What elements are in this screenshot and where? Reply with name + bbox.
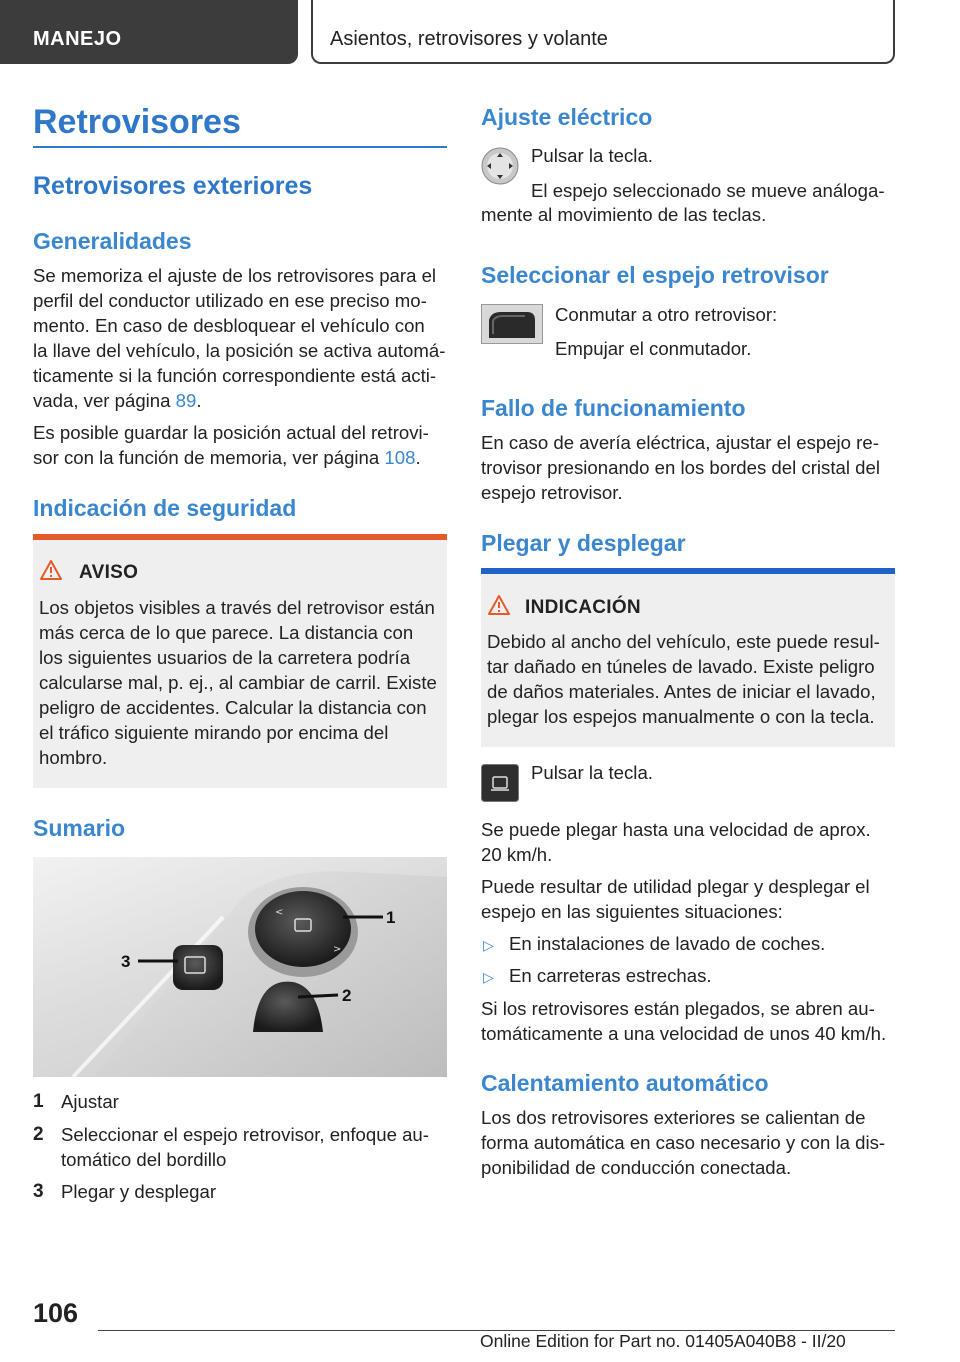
text-line: En caso de avería eléctrica, ajustar el espejo re- — [481, 432, 879, 453]
fold-mirror-button-icon — [481, 764, 519, 802]
heading-calentamiento: Calentamiento automático — [481, 1070, 769, 1096]
text-line: más cerca de lo que parece. La distancia con — [39, 622, 414, 643]
mirror-switch-icon — [481, 304, 543, 344]
text-line: Los dos retrovisores exteriores se calientan de — [481, 1107, 866, 1128]
page-title: Retrovisores — [33, 103, 241, 141]
text-pulsar-tecla: Pulsar la tecla. — [531, 145, 653, 166]
text-line: ponibilidad de conducción conectada. — [481, 1157, 792, 1178]
text-line: plegar los espejos manualmente o con la tecla. — [487, 706, 875, 727]
text-span: sor con la función de memoria, ver página — [33, 447, 385, 468]
header-chapter-label: Asientos, retrovisores y volante — [330, 28, 608, 50]
text-conmutar: Conmutar a otro retrovisor: — [555, 304, 778, 325]
text-line: hombro. — [39, 747, 108, 768]
heading-generalidades: Generalidades — [33, 228, 192, 254]
text-line: de daños materiales. Antes de iniciar el lavado, — [487, 681, 876, 702]
legend-text — [61, 1089, 119, 1114]
bullet-item: En instalaciones de lavado de coches. — [509, 933, 826, 954]
title-divider — [33, 146, 447, 148]
warning-text — [39, 595, 437, 770]
heading-plegar-desplegar: Plegar y desplegar — [481, 530, 686, 556]
footer-edition: Online Edition for Part no. 01405A040B8 - II/20 — [480, 1331, 846, 1351]
text-line: tomático del bordillo — [61, 1149, 227, 1170]
text-line: trovisor presionando en los bordes del cristal del — [481, 457, 880, 478]
legend-text — [61, 1122, 429, 1172]
bullet-arrow-icon: ▷ — [483, 937, 494, 953]
legend-number: 2 — [33, 1124, 44, 1145]
text-line: los siguientes usuarios de la carretera podría — [39, 647, 411, 668]
warning-triangle-icon — [488, 595, 510, 615]
text-line: tar dañado en túneles de lavado. Existe peligro — [487, 656, 875, 677]
warning-triangle-icon — [40, 560, 62, 580]
text-line: perfil del conductor utilizado en ese preciso mo- — [33, 290, 427, 311]
text-line: tomáticamente a una velocidad de unos 40 km/h. — [481, 1023, 887, 1044]
text-line: el tráfico siguiente mirando por encima del — [39, 722, 389, 743]
text-line: Se memoriza el ajuste de los retrovisores para el — [33, 265, 437, 286]
text-line — [33, 445, 429, 470]
text-line: espejo en las siguientes situaciones: — [481, 901, 783, 922]
text-line: forma automática en caso necesario y con la dis- — [481, 1132, 886, 1153]
callout-1: 1 — [386, 908, 396, 927]
text-line: Plegar y desplegar — [61, 1181, 217, 1202]
notice-title: INDICACIÓN — [525, 597, 641, 618]
paragraph-plegados — [481, 996, 886, 1046]
subtitle-retrovisores-exteriores: Retrovisores exteriores — [33, 172, 313, 200]
heading-indicacion-seguridad: Indicación de seguridad — [33, 495, 297, 521]
notice-bar — [481, 568, 895, 574]
text-line: Los objetos visibles a través del retrovisor están — [39, 597, 435, 618]
bullet-arrow-icon: ▷ — [483, 969, 494, 985]
text-line: Puede resultar de utilidad plegar y desplegar el — [481, 876, 870, 897]
text-line: calcularse mal, p. ej., al cambiar de carril. Existe — [39, 672, 437, 693]
paragraph-velocidad — [481, 817, 871, 867]
mirror-controls-photo — [33, 857, 447, 1077]
text-line: Seleccionar el espejo retrovisor, enfoque au- — [61, 1124, 429, 1145]
heading-fallo-funcionamiento: Fallo de funcionamiento — [481, 395, 746, 421]
page-number: 106 — [33, 1298, 79, 1328]
notice-box-indicacion — [481, 568, 895, 747]
text-empujar: Empujar el conmutador. — [555, 338, 752, 359]
callout-2: 2 — [342, 986, 352, 1005]
text-pulsar-tecla-plegar: Pulsar la tecla. — [531, 762, 653, 783]
notice-text — [487, 629, 880, 729]
legend-text — [61, 1179, 216, 1204]
text-espejo-mueve: El espejo seleccionado se mueve análoga- — [531, 180, 885, 201]
header-chapter-tab — [311, 0, 895, 64]
paragraph-memoria — [33, 420, 429, 470]
paragraph-fallo — [481, 430, 880, 505]
text-line: peligro de accidentes. Calcular la distancia con — [39, 697, 427, 718]
text-line: mento. En caso de desbloquear el vehículo con — [33, 315, 425, 336]
header-section-label: MANEJO — [33, 28, 122, 50]
warning-box-aviso — [33, 534, 447, 788]
heading-ajuste-electrico: Ajuste eléctrico — [481, 104, 653, 130]
header-section-tab — [0, 0, 298, 64]
text-span: vada, ver página — [33, 390, 176, 411]
page-link-108[interactable]: 108 — [384, 447, 416, 468]
text-line: Se puede plegar hasta una velocidad de aprox. — [481, 819, 871, 840]
text-espejo-mueve-cont: mente al movimiento de las teclas. — [481, 204, 767, 225]
text-line: Ajustar — [61, 1091, 119, 1112]
text-line: Si los retrovisores están plegados, se abren au- — [481, 998, 875, 1019]
text-line: 20 km/h. — [481, 844, 553, 865]
svg-text:<: < — [275, 907, 284, 918]
legend-number: 3 — [33, 1181, 44, 1202]
text-line: espejo retrovisor. — [481, 482, 623, 503]
text-line: ticamente si la función correspondiente está acti- — [33, 365, 437, 386]
text-span: . — [415, 447, 421, 468]
paragraph-calentamiento — [481, 1105, 885, 1180]
warning-title: AVISO — [79, 562, 139, 583]
warning-bar — [33, 534, 447, 540]
text-line — [33, 388, 445, 413]
svg-text:>: > — [333, 944, 342, 955]
heading-sumario: Sumario — [33, 815, 126, 841]
heading-seleccionar-espejo: Seleccionar el espejo retrovisor — [481, 262, 829, 288]
mirror-adjust-button-icon — [481, 147, 519, 185]
text-line: la llave del vehículo, la posición se activa automá- — [33, 340, 446, 361]
page-link-89[interactable]: 89 — [175, 390, 197, 411]
mirror-controls-illustration — [33, 857, 447, 1077]
text-span: . — [196, 390, 202, 411]
legend-number: 1 — [33, 1091, 44, 1112]
text-line: Debido al ancho del vehículo, este puede resul- — [487, 631, 880, 652]
bullet-item: En carreteras estrechas. — [509, 965, 712, 986]
text-line: Es posible guardar la posición actual del retrovi- — [33, 422, 429, 443]
callout-3: 3 — [121, 952, 131, 971]
paragraph-generalidades — [33, 263, 445, 413]
paragraph-utilidad — [481, 874, 870, 924]
